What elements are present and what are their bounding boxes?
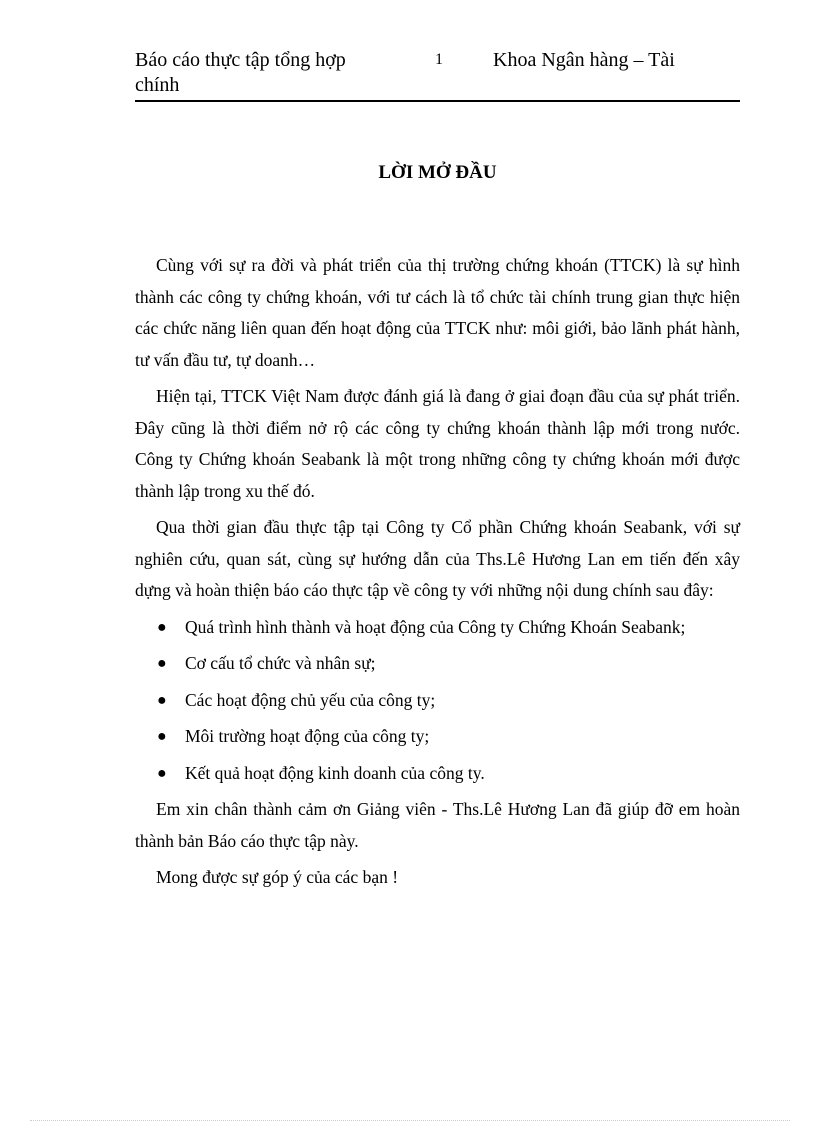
paragraph-internship: Qua thời gian đầu thực tập tại Công ty Cổ phần Chứng khoán Seabank, với sự nghiên cứu, quan sát, cùng sự hướng dẫn của Ths.Lê Hương Lan em tiến đến xây dựng và hoàn thiện báo cáo thực tập về công ty với những nội dung chính sau đây: <box>135 517 740 600</box>
list-item <box>135 721 740 753</box>
list-item-text: Các hoạt động chủ yếu của công ty; <box>185 689 436 710</box>
header-faculty: Khoa Ngân hàng – Tài <box>493 49 675 71</box>
contents-list <box>135 612 740 790</box>
list-item-text: Kết quả hoạt động kinh doanh của công ty. <box>185 762 485 783</box>
page-header <box>135 48 740 102</box>
paragraph-intro: Cùng với sự ra đời và phát triển của thị trường chứng khoán (TTCK) là sự hình thành các công ty chứng khoán, với tư cách là tổ chức tài chính trung gian thực hiện các chức năng liên quan đến hoạt động của TTCK như: môi giới, bảo lãnh phát hành, tư vấn đầu tư, tự doanh… <box>135 255 740 370</box>
list-item-text: Quá trình hình thành và hoạt động của Công ty Chứng Khoán Seabank; <box>185 616 686 637</box>
page-bottom-border <box>30 1120 790 1121</box>
bullet-icon: ● <box>157 691 167 709</box>
list-item <box>135 758 740 790</box>
bullet-icon: ● <box>157 655 167 672</box>
list-item-text: Cơ cấu tổ chức và nhân sự; <box>185 653 376 673</box>
document-body <box>135 250 740 899</box>
list-item <box>135 612 740 644</box>
document-title: LỜI MỞ ĐẦU <box>378 162 497 183</box>
header-report-title: Báo cáo thực tập tổng hợp chính <box>135 49 346 96</box>
list-item <box>135 648 740 680</box>
bullet-icon: ● <box>157 764 167 782</box>
paragraph-current-state: Hiện tại, TTCK Việt Nam được đánh giá là đang ở giai đoạn đầu của sự phát triển. Đây cũng là thời điểm nở rộ các công ty chứng khoán thành lập mới trong nước. Công ty Chứng khoán Seabank là một trong những công ty chứng khoán mới được thành lập trong xu thế đó. <box>135 386 740 501</box>
list-item-text: Môi trường hoạt động của công ty; <box>185 726 430 746</box>
list-item <box>135 685 740 717</box>
page-number: 1 <box>435 51 443 68</box>
paragraph-feedback: Mong được sự góp ý của các bạn ! <box>156 867 399 887</box>
paragraph-thanks: Em xin chân thành cảm ơn Giảng viên - Ths.Lê Hương Lan đã giúp đỡ em hoàn thành bản Báo cáo thực tập này. <box>135 799 740 851</box>
bullet-icon: ● <box>157 728 167 745</box>
bullet-icon: ● <box>157 618 167 636</box>
